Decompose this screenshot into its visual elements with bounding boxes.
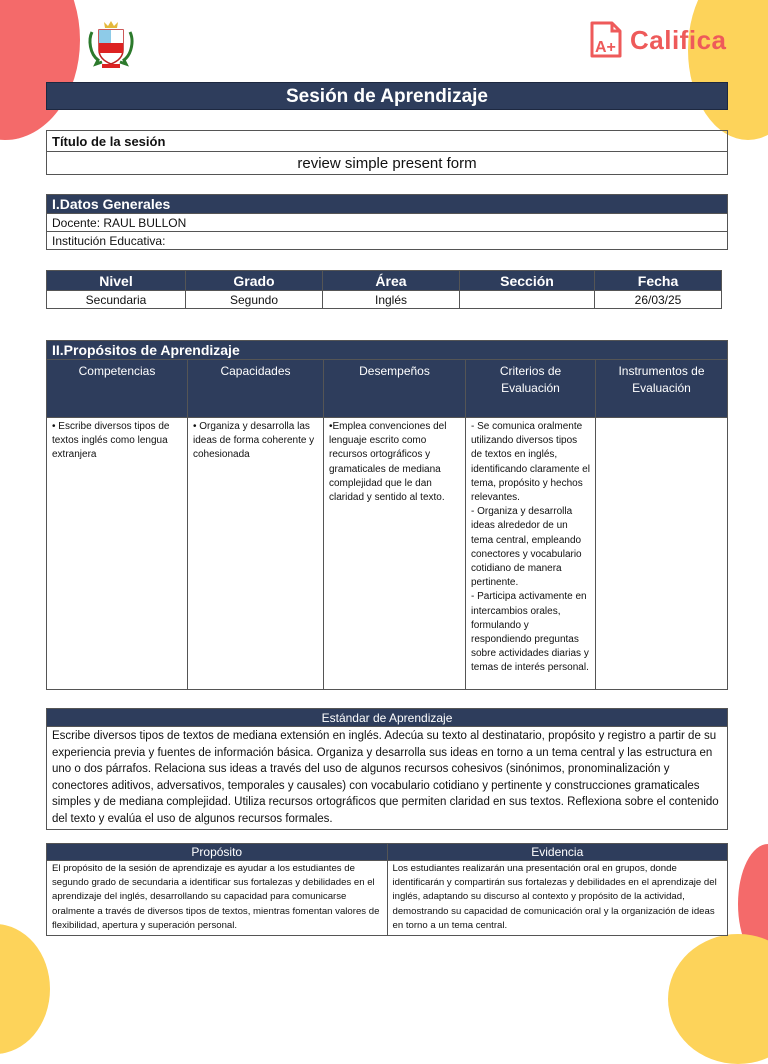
brand-mark-text: A+ — [595, 39, 616, 56]
purpose-text: El propósito de la sesión de aprendizaje es ayudar a los estudiantes de segundo grado de secundaria a identificar sus fortalezas y debilidades en el aprendizaje del inglés, desarrollando su capacidad para comunicarse oralmente a través de diversos tipos de textos, mientras fomentan valores de flexibilidad, apertura y superación personal. — [47, 861, 388, 936]
teacher-field: Docente: RAUL BULLON — [47, 214, 728, 232]
decor-blob-bottom-right — [668, 934, 768, 1064]
level-header-area: Área — [323, 271, 460, 291]
level-value-grado: Segundo — [186, 291, 323, 309]
session-title-table — [46, 130, 728, 175]
general-data-table — [46, 194, 728, 250]
criterio-item: - Se comunica oralmente utilizando diversos tipos de textos en inglés, identificando claramente el tema, propósito y hechos relevantes. — [471, 421, 590, 504]
level-header-fecha: Fecha — [595, 271, 722, 291]
brand-logo — [586, 20, 727, 60]
level-header-grado: Grado — [186, 271, 323, 291]
col-criterios: Criterios de Evaluación — [466, 360, 596, 418]
learning-standard-table — [46, 708, 728, 830]
level-value-area: Inglés — [323, 291, 460, 309]
evidence-text: Los estudiantes realizarán una presentación oral en grupos, donde identificarán y compartirán sus fortalezas y debilidades en el aprendizaje del inglés, adaptando su discurso al contexto y propósito de la actividad, demostrando su capacidad de comunicación oral y la organización de ideas en torno a un tema central. — [387, 861, 728, 936]
level-header-nivel: Nivel — [47, 271, 186, 291]
col-competencias: Competencias — [47, 360, 188, 418]
cell-instrumentos — [596, 418, 728, 690]
criterio-item: - Organiza y desarrolla ideas alrededor de un tema central, empleando conectores y vocabulario cotidiano de manera pertinente. — [471, 506, 582, 589]
purpose-evidence-table — [46, 843, 728, 936]
page-title: Sesión de Aprendizaje — [46, 82, 728, 110]
criterio-item: - Participa activamente en intercambios orales, formulando y respondiendo preguntas sobre actividades diarias y temas de interés personal. — [471, 591, 589, 674]
decor-blob-bottom-left — [0, 924, 50, 1054]
col-capacidades: Capacidades — [188, 360, 324, 418]
learning-standard-text: Escribe diversos tipos de textos de mediana extensión en inglés. Adecúa su texto al destinatario, propósito y registro a partir de su experiencia previa y fuentes de información básica. Organiza y desarrolla sus ideas en torno a un tema central y las estructura en uno o dos párrafos. Relaciona sus ideas a través del uso de algunos recursos cohesivos (sinónimos, pronominalización y conectores aditivos, adversativos, temporales y causales) con vocabulario cotidiano y pertinente y construcciones gramaticales simples y de mediana complejidad. Utiliza recursos ortográficos que permiten claridad en sus textos. Reflexiona sobre el contenido del texto y evalúa el uso de algunos recursos formales. — [47, 727, 728, 830]
cell-capacidades: • Organiza y desarrolla las ideas de forma coherente y cohesionada — [188, 418, 324, 690]
brand-document-icon — [586, 20, 626, 60]
level-header-seccion: Sección — [460, 271, 595, 291]
session-title-value: review simple present form — [47, 152, 728, 175]
learning-standard-header: Estándar de Aprendizaje — [47, 709, 728, 727]
learning-purposes-table — [46, 340, 728, 690]
session-title-label: Título de la sesión — [47, 131, 728, 152]
level-table — [46, 270, 722, 309]
general-data-header: I.Datos Generales — [47, 195, 728, 214]
brand-name: Califica — [630, 24, 727, 55]
decor-blob-top-left — [0, 0, 80, 140]
cell-criterios — [466, 418, 596, 690]
col-instrumentos: Instrumentos de Evaluación — [596, 360, 728, 418]
purpose-header: Propósito — [47, 844, 388, 861]
level-value-nivel: Secundaria — [47, 291, 186, 309]
level-value-fecha: 26/03/25 — [595, 291, 722, 309]
coat-of-arms-icon — [86, 18, 136, 70]
institution-field: Institución Educativa: — [47, 232, 728, 250]
cell-desempenos: •Emplea convenciones del lenguaje escrito como recursos ortográficos y gramaticales de mediana complejidad que le dan claridad y sentido al texto. — [324, 418, 466, 690]
cell-competencias: • Escribe diversos tipos de textos inglés como lengua extranjera — [47, 418, 188, 690]
col-desempenos: Desempeños — [324, 360, 466, 418]
evidence-header: Evidencia — [387, 844, 728, 861]
level-value-seccion — [460, 291, 595, 309]
learning-purposes-header: II.Propósitos de Aprendizaje — [47, 341, 728, 360]
